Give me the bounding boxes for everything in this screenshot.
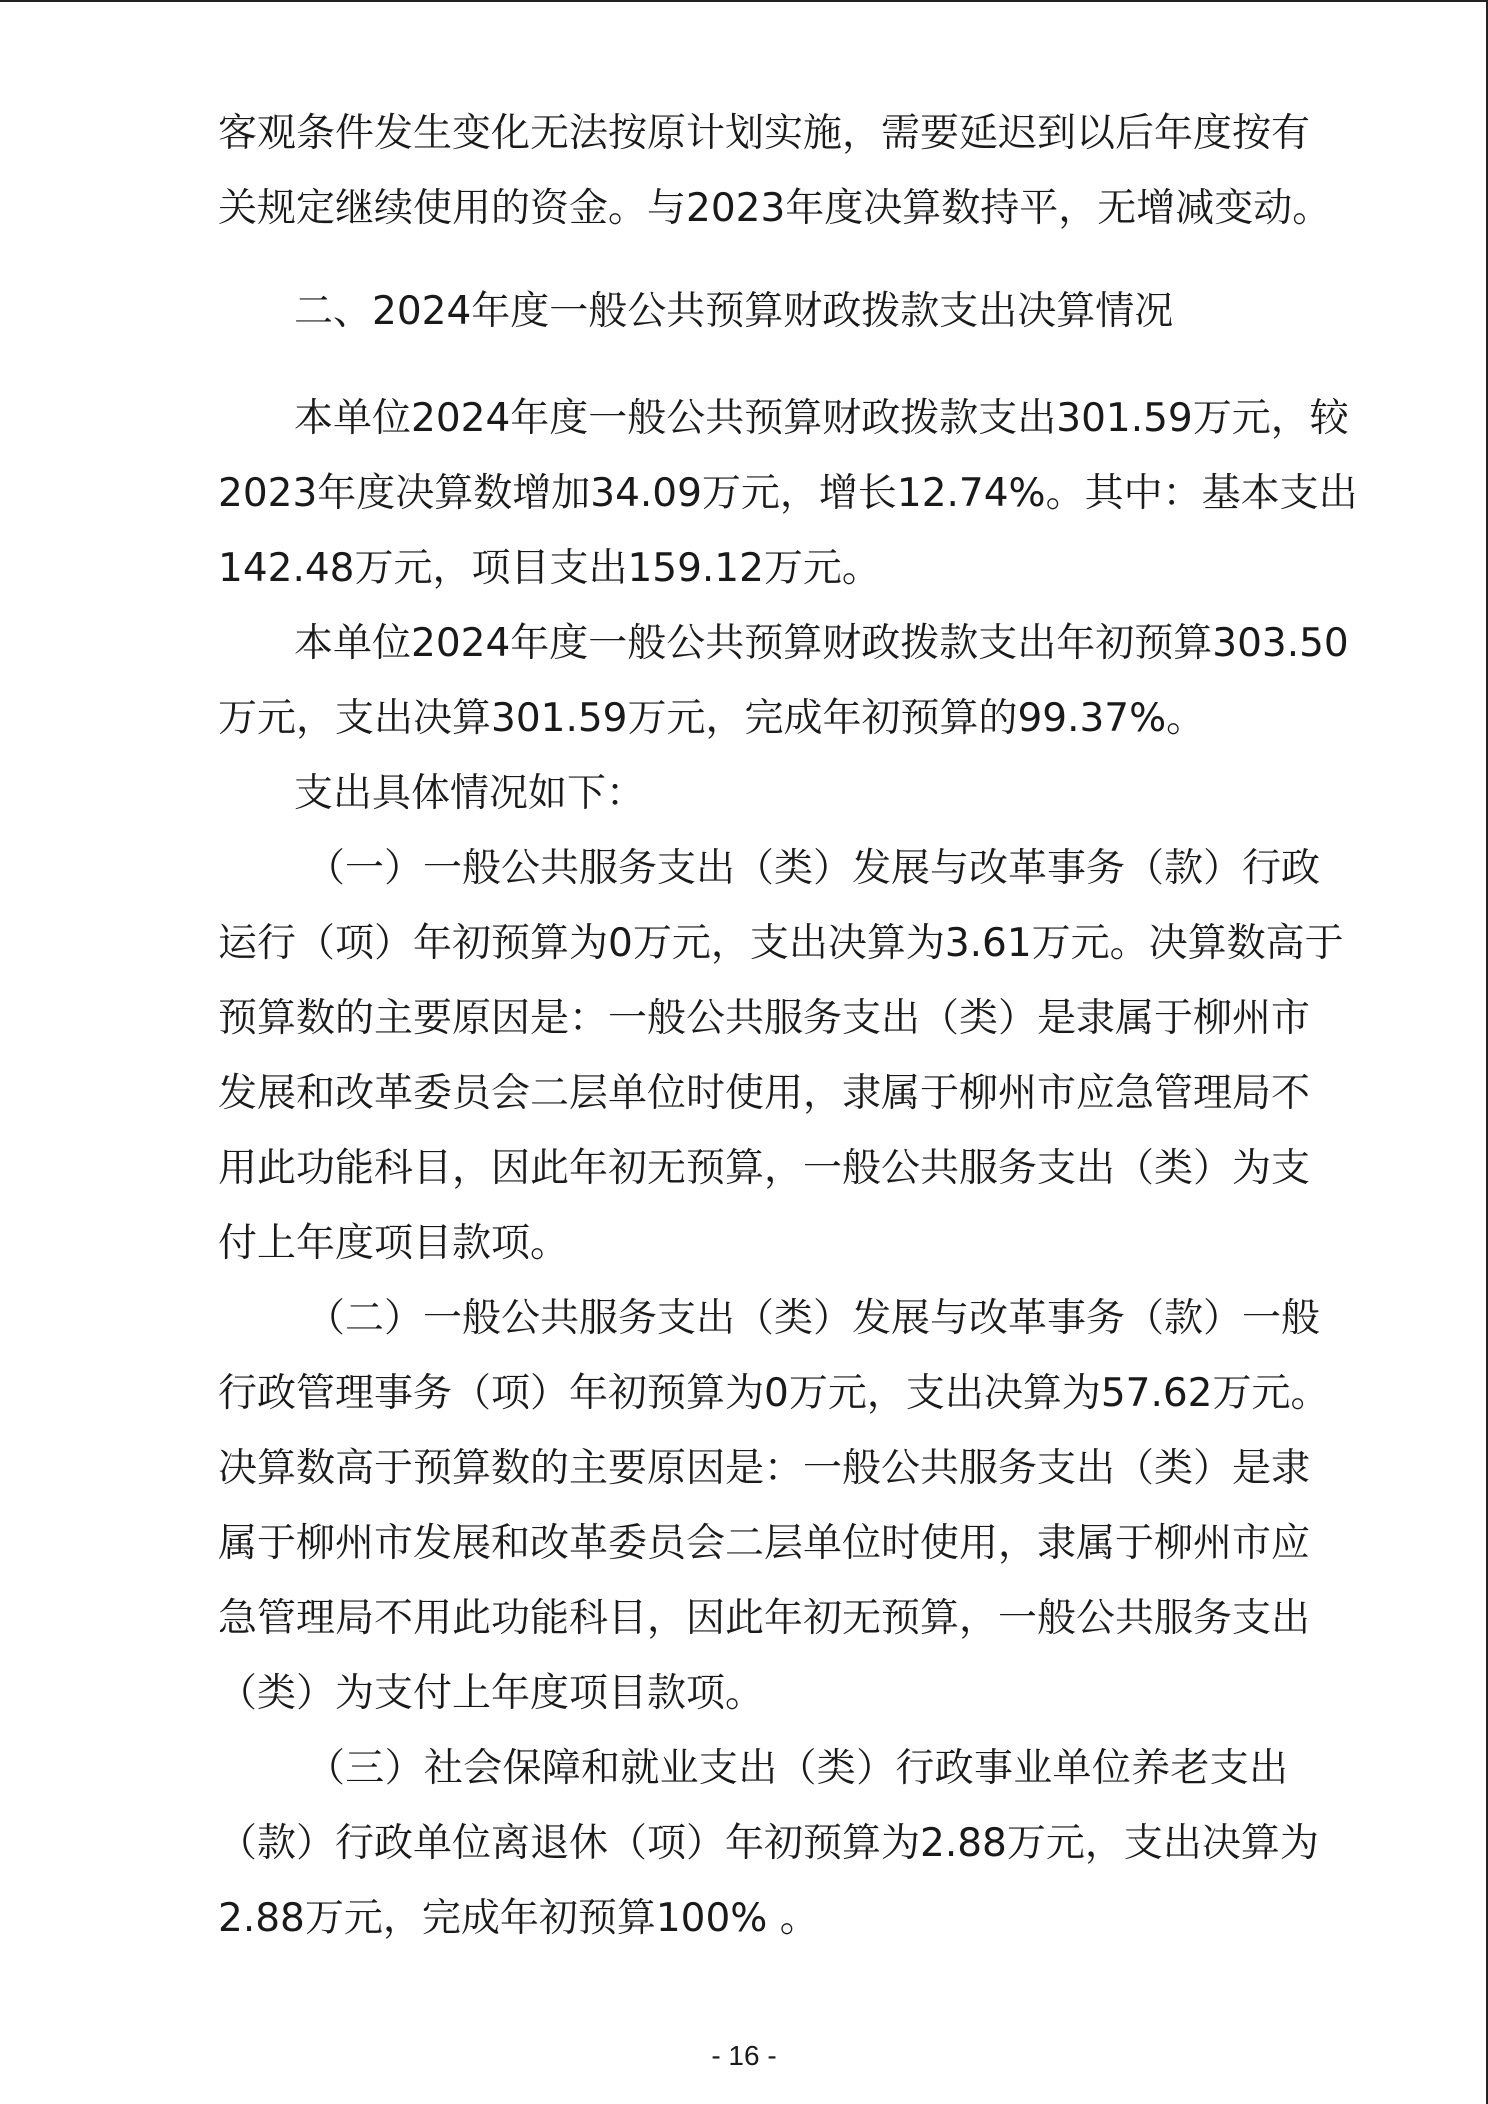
list-item-line: 急管理局不用此功能科目，因此年初无预算，一般公共服务支出 bbox=[218, 1596, 1311, 1641]
page-number: - 16 - bbox=[711, 2040, 777, 2071]
body-line: 本单位2024年度一般公共预算财政拨款支出年初预算303.50 bbox=[294, 621, 1349, 666]
list-item-line: （三）社会保障和就业支出（类）行政事业单位养老支出 bbox=[306, 1746, 1288, 1791]
body-line: 本单位2024年度一般公共预算财政拨款支出301.59万元，较 bbox=[294, 396, 1349, 441]
spacer bbox=[218, 349, 1288, 381]
list-item-line: 行政管理事务（项）年初预算为0万元，支出决算为57.62万元。 bbox=[218, 1371, 1330, 1416]
list-item-line: 运行（项）年初预算为0万元，支出决算为3.61万元。决算数高于 bbox=[218, 921, 1344, 966]
body-line: 142.48万元，项目支出159.12万元。 bbox=[218, 546, 881, 591]
list-item-line: 用此功能科目，因此年初无预算，一般公共服务支出（类）为支 bbox=[218, 1146, 1311, 1191]
list-item-line: （类）为支付上年度项目款项。 bbox=[218, 1671, 765, 1716]
body-line: 万元，支出决算301.59万元，完成年初预算的99.37%。 bbox=[218, 696, 1206, 741]
list-item-line: 决算数高于预算数的主要原因是：一般公共服务支出（类）是隶 bbox=[218, 1446, 1311, 1491]
list-item-line: （二）一般公共服务支出（类）发展与改革事务（款）一般 bbox=[306, 1296, 1321, 1341]
list-item-line: （款）行政单位离退休（项）年初预算为2.88万元，支出决算为 bbox=[218, 1821, 1319, 1866]
list-item-line: 发展和改革委员会二层单位时使用，隶属于柳州市应急管理局不 bbox=[218, 1071, 1311, 1116]
list-item-line: 付上年度项目款项。 bbox=[218, 1221, 570, 1266]
body-line: 支出具体情况如下： bbox=[294, 771, 646, 816]
section-heading: 二、2024年度一般公共预算财政拨款支出决算情况 bbox=[294, 289, 1174, 334]
spacer bbox=[218, 246, 1288, 274]
top-border-line bbox=[0, 0, 1488, 2]
list-item-line: 2.88万元，完成年初预算100% 。 bbox=[218, 1896, 819, 1941]
list-item-line: 预算数的主要原因是：一般公共服务支出（类）是隶属于柳州市 bbox=[218, 996, 1311, 1041]
document-body bbox=[218, 96, 1358, 1956]
body-line: 关规定继续使用的资金。与2023年度决算数持平，无增减变动。 bbox=[218, 186, 1332, 231]
body-line: 2023年度决算数增加34.09万元，增长12.74%。其中：基本支出 bbox=[218, 471, 1358, 516]
body-line: 客观条件发生变化无法按原计划实施，需要延迟到以后年度按有 bbox=[218, 111, 1311, 156]
list-item-line: （一）一般公共服务支出（类）发展与改革事务（款）行政 bbox=[306, 846, 1321, 891]
list-item-line: 属于柳州市发展和改革委员会二层单位时使用，隶属于柳州市应 bbox=[218, 1521, 1311, 1566]
